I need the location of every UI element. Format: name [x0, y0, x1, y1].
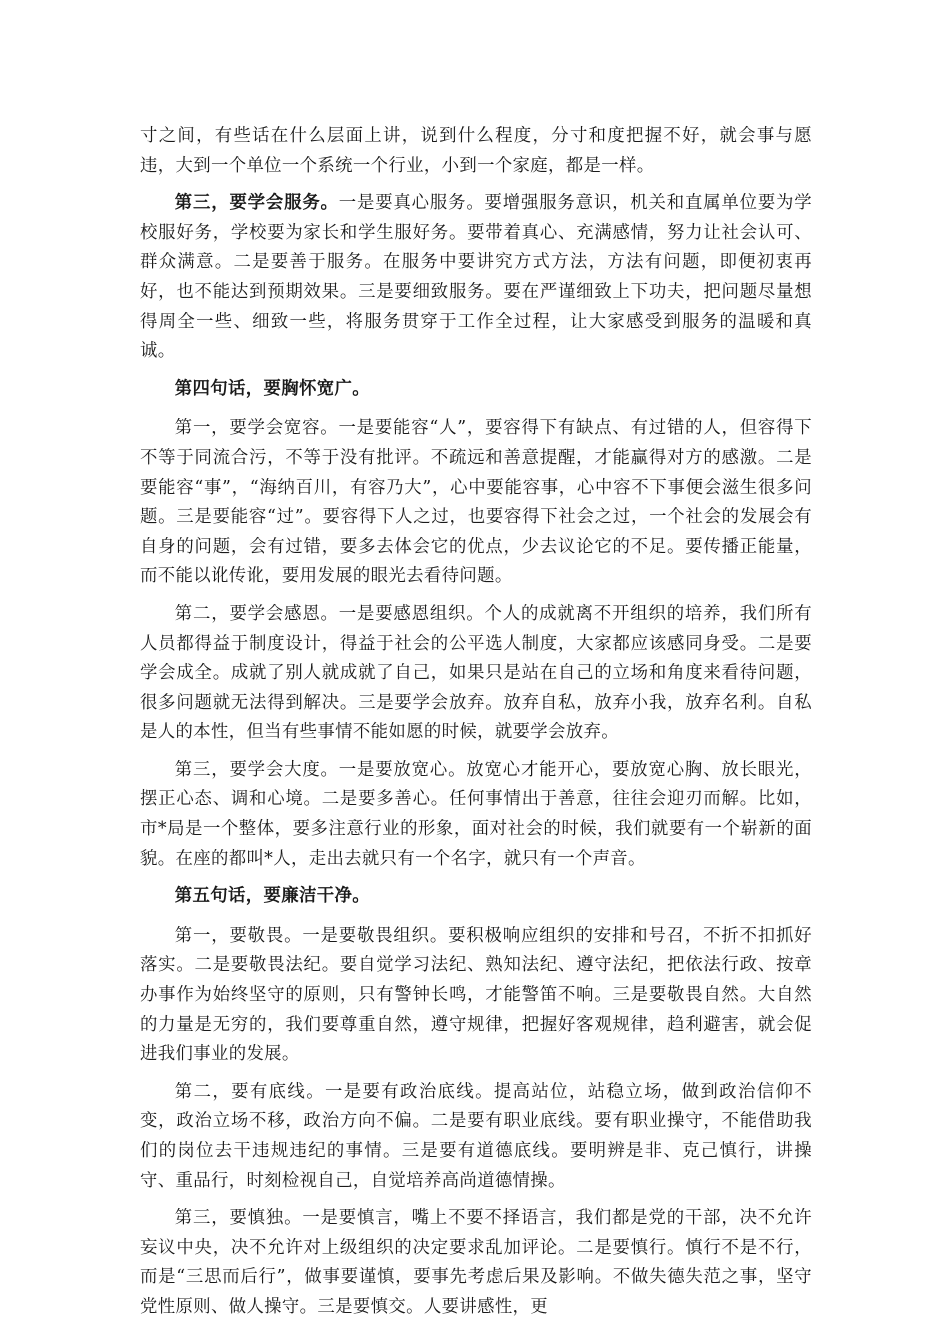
section-heading-5 [140, 882, 812, 912]
paragraph-lead: 第三，要学会服务。 [174, 193, 339, 214]
paragraph-learn-service [140, 189, 812, 367]
paragraph-text: 第三，要学会大度。一是要放宽心。放宽心才能开心，要放宽心胸、放长眼光，摆正心态、调和心境。二是要多善心。任何事情出于善意，往往会迎刃而解。比如，市*局是一个整体，要多注意行业的形象，面对社会的时候，我们就要有一个崭新的面貌。在座的都叫*人，走出去就只有一个名字，就只有一个声音。 [140, 759, 812, 869]
paragraph-tolerance [140, 414, 812, 592]
paragraph-text: 第三，要慎独。一是要慎言，嘴上不要不择语言，我们都是党的干部，决不允许妄议中央，决不允许对上级组织的决定要求乱加评论。二是要慎行。慎行不是不行，而是“三思而后行”，做事要谨慎，要事先考虑后果及影响。不做失德失范之事，坚守党性原则、做人操守。三是要慎交。人要讲感性，更 [140, 1208, 812, 1317]
paragraph-text: 一是要真心服务。要增强服务意识，机关和直属单位要为学校服好务，学校要为家长和学生服好务。要带着真心、充满感情，努力让社会认可、群众满意。二是要善于服务。在服务中要讲究方式方法，方法有问题，即便初衷再好，也不能达到预期效果。三是要细致服务。要在严谨细致上下功夫，把问题尽量想得周全一些、细致一些，将服务贯穿于工作全过程，让大家感受到服务的温暖和真诚。 [140, 193, 813, 362]
paragraph-self-discipline [140, 1204, 812, 1322]
document-body [140, 122, 812, 1331]
paragraph-continuation [140, 122, 812, 181]
section-heading-4 [140, 375, 812, 405]
paragraph-reverence [140, 922, 812, 1070]
paragraph-text: 第一，要敬畏。一是要敬畏组织。要积极响应组织的安排和号召，不折不扣抓好落实。二是要敬畏法纪。要自觉学习法纪、熟知法纪、遵守法纪，把依法行政、按章办事作为始终坚守的原则，只有警钟长鸣，才能警笛不响。三是要敬畏自然。大自然的力量是无穷的，我们要尊重自然，遵守规律，把握好客观规律，趋利避害，就会促进我们事业的发展。 [140, 925, 812, 1065]
paragraph-text: 第二，要有底线。一是要有政治底线。提高站位，站稳立场，做到政治信仰不变，政治立场不移，政治方向不偏。二是要有职业底线。要有职业操守，不能借助我们的岗位去干违规违纪的事情。三是要有道德底线。要明辨是非、克己慎行，讲操守、重品行，时刻检视自己，自觉培养高尚道德情操。 [140, 1081, 812, 1191]
paragraph-text: 第一，要学会宽容。一是要能容“人”，要容得下有缺点、有过错的人，但容得下不等于同流合污，不等于没有批评。不疏远和善意提醒，才能赢得对方的感激。二是要能容“事”，“海纳百川，有容乃大”，心中要能容事，心中容不下事便会滋生很多问题。三是要能容“过”。要容得下人之过，也要容得下社会之过，一个社会的发展会有自身的问题，会有过错，要多去体会它的优点，少去议论它的不足。要传播正能量，而不能以讹传讹，要用发展的眼光去看待问题。 [140, 418, 812, 587]
heading-text: 第四句话，要胸怀宽广。 [174, 378, 370, 399]
paragraph-generosity [140, 756, 812, 874]
paragraph-bottom-line [140, 1078, 812, 1196]
paragraph-text: 第二，要学会感恩。一是要感恩组织。个人的成就离不开组织的培养，我们所有人员都得益于制度设计，得益于社会的公平选人制度，大家都应该感同身受。二是要学会成全。成就了别人就成就了自己，如果只是站在自己的立场和角度来看待问题，很多问题就无法得到解决。三是要学会放弃。放弃自私，放弃小我，放弃名利。自私是人的本性，但当有些事情不能如愿的时候，就要学会放弃。 [140, 603, 812, 743]
paragraph-text: 寸之间，有些话在什么层面上讲，说到什么程度，分寸和度把握不好，就会事与愿违，大到一个单位一个系统一个行业，小到一个家庭，都是一样。 [140, 126, 812, 176]
paragraph-gratitude [140, 600, 812, 748]
heading-text: 第五句话，要廉洁干净。 [174, 886, 370, 907]
